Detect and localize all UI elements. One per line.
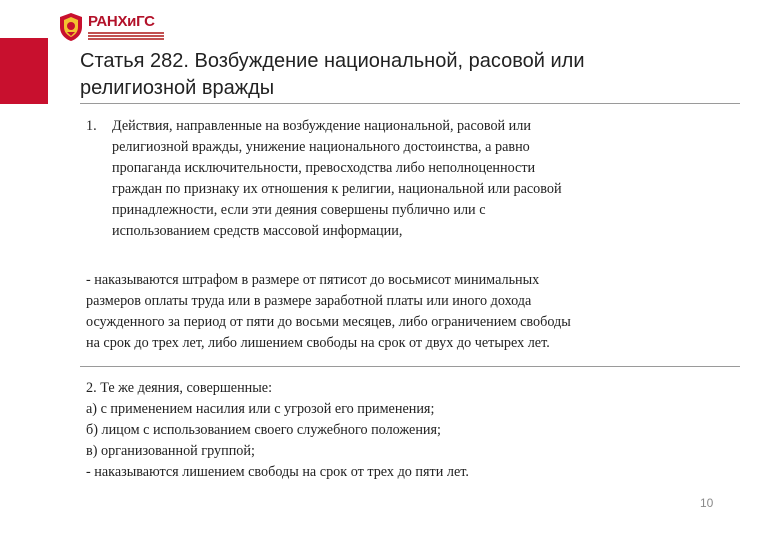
divider-top: [80, 103, 740, 104]
text-line: - наказываются лишением свободы на срок от трех до пяти лет.: [86, 464, 469, 480]
text-line: осужденного за период от пяти до восьми месяцев, либо ограничением свободы: [86, 314, 571, 330]
page-number: 10: [700, 496, 714, 510]
text-line: граждан по признаку их отношения к религии, национальной или расовой: [112, 181, 562, 197]
title-line-2: религиозной вражды: [80, 77, 275, 99]
ranepa-logo: [58, 12, 178, 44]
punishment-part-1: [86, 270, 726, 354]
slide-title: [80, 48, 720, 102]
text-line: использованием средств массовой информации,: [112, 223, 403, 239]
title-line-1: Статья 282. Возбуждение национальной, расовой или: [80, 50, 585, 72]
text-line: Действия, направленные на возбуждение национальной, расовой или: [112, 118, 531, 134]
accent-bar: [0, 38, 48, 104]
text-line: принадлежности, если эти деяния совершены публично или с: [112, 202, 486, 218]
text-line: 2. Те же деяния, совершенные:: [86, 380, 273, 396]
part-number: 1.: [86, 118, 97, 134]
text-line: б) лицом с использованием своего служебного положения;: [86, 422, 441, 438]
text-line: религиозной вражды, унижение национального достоинства, а равно: [112, 139, 530, 155]
text-line: - наказываются штрафом в размере от пятисот до восьмисот минимальных: [86, 272, 540, 288]
text-line: в) организованной группой;: [86, 443, 255, 459]
emblem-icon: [58, 12, 84, 42]
logo-subtitle-lines: [88, 32, 164, 40]
text-line: размеров оплаты труда или в размере заработной платы или иного дохода: [86, 293, 532, 309]
divider-middle: [80, 366, 740, 367]
article-part-2: [86, 378, 726, 483]
text-line: пропаганда исключительности, превосходства либо неполноценности: [112, 160, 536, 176]
text-line: а) с применением насилия или с угрозой его применения;: [86, 401, 435, 417]
part-1-text: [112, 116, 702, 242]
logo-text: РАНХиГС: [88, 13, 155, 30]
text-line: на срок до трех лет, либо лишением свободы на срок от двух до четырех лет.: [86, 335, 550, 351]
